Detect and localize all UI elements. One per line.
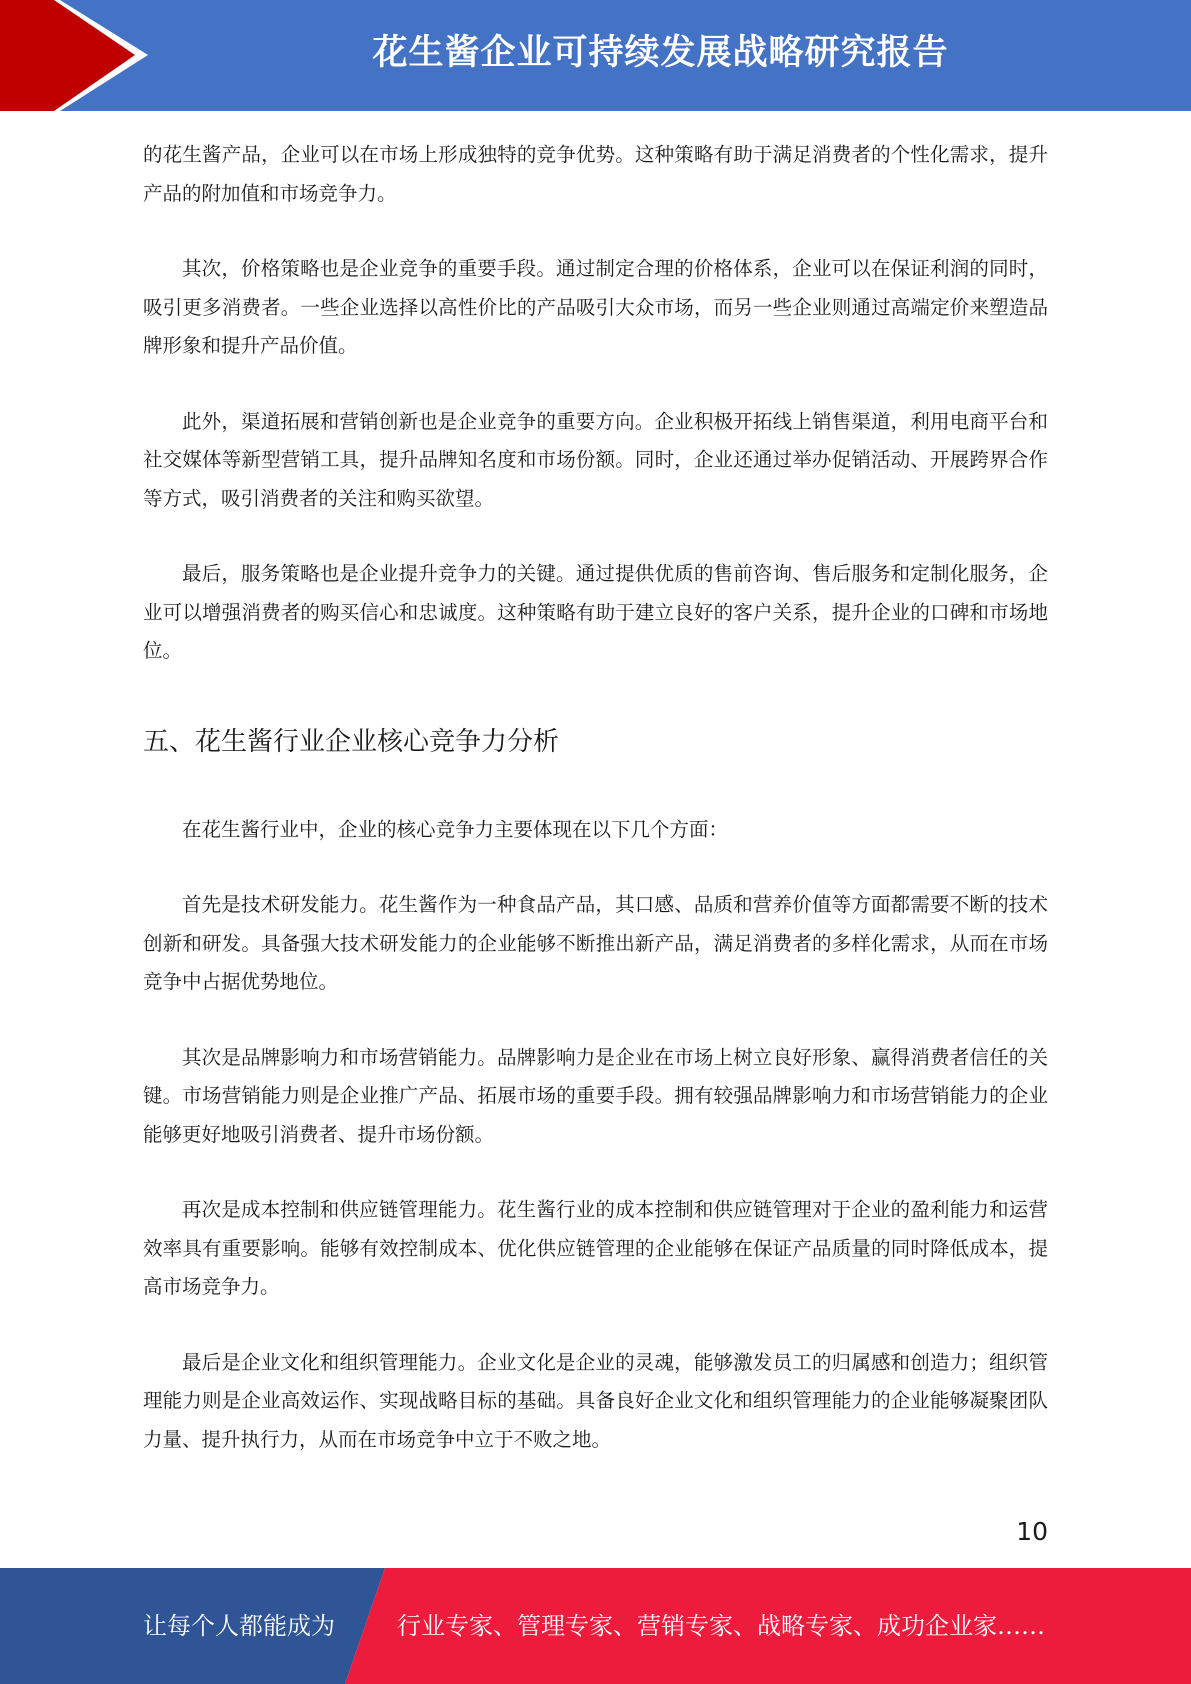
paragraph-tech-rd: 首先是技术研发能力。花生酱作为一种食品产品，其口感、品质和营养价值等方面都需要不断的技术创新和研发。具备强大技术研发能力的企业能够不断推出新产品，满足消费者的多样化需求，从而在市场竞争中占据优势地位。 [143,893,1048,993]
section-heading: 五、花生酱行业企业核心竞争力分析 [143,726,560,757]
page-body [143,136,1048,1459]
paragraph-culture-management: 最后是企业文化和组织管理能力。企业文化是企业的灵魂，能够激发员工的归属感和创造力；组织管理能力则是企业高效运作、实现战略目标的基础。具备良好企业文化和组织管理能力的企业能够凝聚团队力量、提升执行力，从而在市场竞争中立于不败之地。 [143,1350,1048,1451]
page-number: 10 [1016,1517,1048,1546]
paragraph-price-strategy: 其次，价格策略也是企业竞争的重要手段。通过制定合理的价格体系，企业可以在保证利润的同时，吸引更多消费者。一些企业选择以高性价比的产品吸引大众市场，而另一些企业则通过高端定价来塑造品牌形象和提升产品价值。 [143,257,1048,357]
header-chevron-icon [0,0,160,111]
report-title: 花生酱企业可持续发展战略研究报告 [372,33,949,73]
paragraph-brand-marketing: 其次是品牌影响力和市场营销能力。品牌影响力是企业在市场上树立良好形象、赢得消费者信任的关键。市场营销能力则是企业推广产品、拓展市场的重要手段。拥有较强品牌影响力和市场营销能力的企业能够更好地吸引消费者、提升市场份额。 [143,1045,1048,1146]
page-header [0,0,1191,111]
paragraph-channel-marketing: 此外，渠道拓展和营销创新也是企业竞争的重要方向。企业积极开拓线上销售渠道，利用电商平台和社交媒体等新型营销工具，提升品牌知名度和市场份额。同时，企业还通过举办促销活动、开展跨界合作等方式，吸引消费者的关注和购买欲望。 [143,409,1048,510]
footer-slogan-left: 让每个人都能成为 [143,1612,335,1640]
page-footer [0,1568,1191,1684]
paragraph-service-strategy: 最后，服务策略也是企业提升竞争力的关键。通过提供优质的售前咨询、售后服务和定制化服务，企业可以增强消费者的购买信心和忠诚度。这种策略有助于建立良好的客户关系，提升企业的口碑和市场地位。 [143,562,1048,662]
paragraph-cost-supply-chain: 再次是成本控制和供应链管理能力。花生酱行业的成本控制和供应链管理对于企业的盈利能力和运营效率具有重要影响。能够有效控制成本、优化供应链管理的企业能够在保证产品质量的同时降低成本，提高市场竞争力。 [143,1198,1048,1298]
footer-slogan-right: 行业专家、管理专家、营销专家、战略专家、成功企业家…… [397,1612,1045,1640]
paragraph-core-intro: 在花生酱行业中，企业的核心竞争力主要体现在以下几个方面： [182,817,729,841]
paragraph-continuation: 的花生酱产品，企业可以在市场上形成独特的竞争优势。这种策略有助于满足消费者的个性化需求，提升产品的附加值和市场竞争力。 [143,143,1048,205]
